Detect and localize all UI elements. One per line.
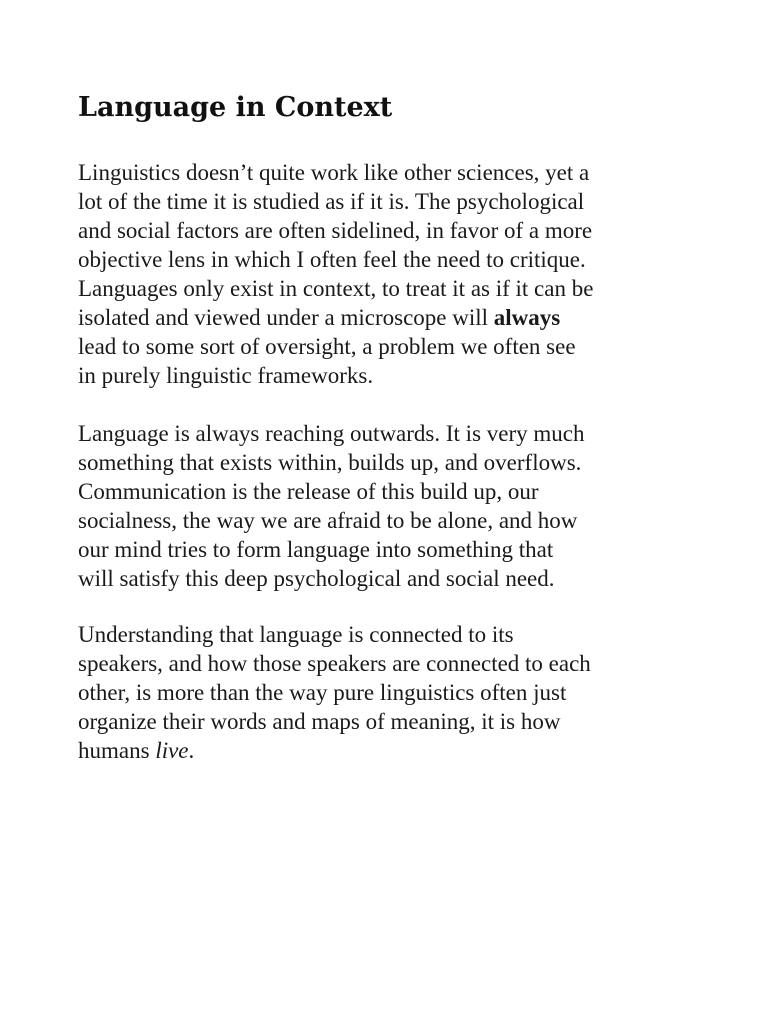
- text-line: other, is more than the way pure linguistics often just: [78, 680, 567, 705]
- emphasis-bold: always: [493, 305, 561, 330]
- paragraph-2: [78, 419, 718, 593]
- paragraph-1: [78, 158, 718, 390]
- text-line: Linguistics doesn’t quite work like other sciences, yet a: [78, 160, 590, 185]
- text-line: will satisfy this deep psychological and social need.: [78, 566, 555, 591]
- text-line: [78, 736, 718, 765]
- text-line: lead to some sort of oversight, a problem we often see: [78, 334, 576, 359]
- text-line: in purely linguistic frameworks.: [78, 363, 374, 388]
- text-run: .: [188, 738, 195, 763]
- text-line: Language is always reaching outwards. It is very much: [78, 421, 585, 446]
- text-line: socialness, the way we are afraid to be alone, and how: [78, 508, 578, 533]
- text-run: humans: [78, 738, 156, 763]
- text-line: lot of the time it is studied as if it is. The psychological: [78, 189, 585, 214]
- text-line: objective lens in which I often feel the need to critique.: [78, 247, 586, 272]
- text-line: Communication is the release of this build up, our: [78, 479, 539, 504]
- emphasis-italic: live: [155, 738, 189, 763]
- text-line: Understanding that language is connected to its: [78, 622, 514, 647]
- text-line: organize their words and maps of meaning, it is how: [78, 709, 561, 734]
- text-line: our mind tries to form language into something that: [78, 537, 554, 562]
- text-line: something that exists within, builds up, and overflows.: [78, 450, 582, 475]
- text-line: Languages only exist in context, to treat it as if it can be: [78, 276, 594, 301]
- text-line: [78, 303, 718, 332]
- document-title: Language in Context: [78, 92, 393, 123]
- text-line: and social factors are often sidelined, in favor of a more: [78, 218, 593, 243]
- paragraph-3: [78, 620, 718, 765]
- text-line: speakers, and how those speakers are connected to each: [78, 651, 591, 676]
- text-run: isolated and viewed under a microscope will: [78, 305, 494, 330]
